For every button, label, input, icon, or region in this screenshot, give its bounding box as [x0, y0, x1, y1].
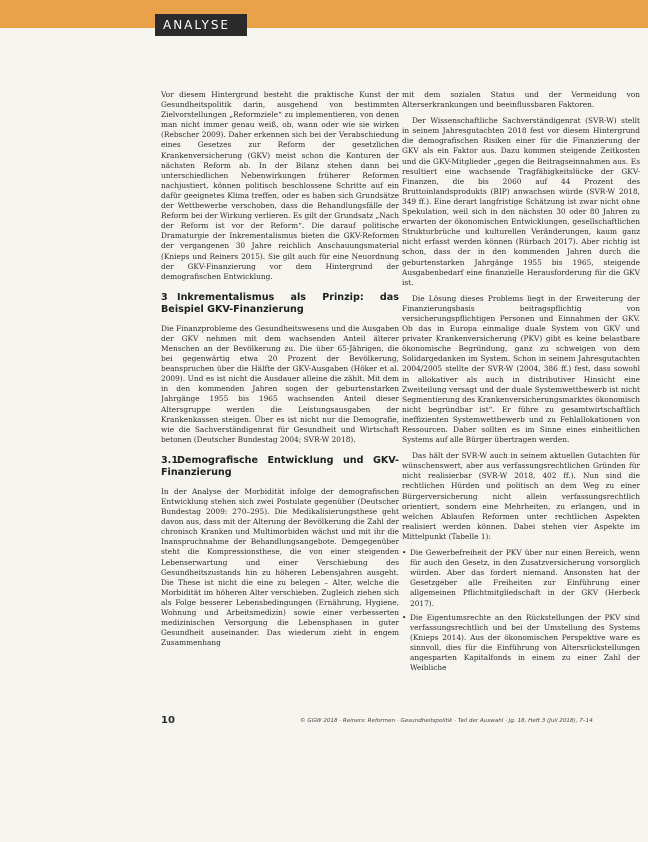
right-column: [402, 90, 640, 700]
bullet-list: [402, 548, 640, 673]
page-number: 10: [161, 715, 175, 726]
bullet-icon: •: [402, 548, 407, 558]
section-label: ANALYSE: [155, 14, 247, 36]
left-column: [161, 90, 399, 700]
paragraph: Die Lösung dieses Problems liegt in der Erweiterung der Finanzierungsbasis beitragspflichtig von versicherungspflichtigen Personen und Einnahmen der GKV. Ob das in Europa einmalige duale System von GKV und privater Krankenversicherung (PKV) gibt es keine belastbare ökonomische Begründung, ganz zu schweigen von dem Solidargedanken im System. Schon in seinem Jahresgutachten 2004/2005 stellte der SVR-W (2004, 386 ff.) fest, dass sowohl in allokativer als auch in distributiver Hinsicht eine Zweiteilung versagt und der duale Systemwettbewerb ist nicht Segmentierung des Krankenversicherungsmarktes ökonomisch nicht begründbar ist“. Er führe zu gesamtwirtschaftlich ineffizienten Systemwettbewerb und zu Fehlallokationen von Ressourcen. Daher sollten es im Sinne eines einheitlichen Systems auf alle Bürger übertragen werden.: [402, 293, 640, 445]
list-item: • Die Gewerbefreiheit der PKV über nur einen Bereich, wenn für auch den Gesetz, in den Zusatzversicherung vorsorglich würden. Aber das fordert niemand. Ansonsten hat der Gesetzgeber alle Freiheiten zur Einführung einer allgemeinen Pflichtmitgliedschaft in der GKV (Herbeck 2017).: [402, 548, 640, 608]
list-item: • Die Eigentumsrechte an den Rückstellungen der PKV sind verfassungsrechtlich und bei der Umstellung des Systems (Knieps 2014). Aus der ökonomischen Perspektive ware es sinnvoll, dies für die Einführung von Altersrückstellungen angesparten Kapitalfonds in einem zu einer Zahl der Weibliche: [402, 612, 640, 673]
heading-number: 3.1: [161, 454, 178, 466]
paragraph: Das hält der SVR-W auch in seinem aktuellen Gutachten für wünschenswert, aber aus verfassungsrechtlichen Gründen für nicht realisierbar (SVR-W 2018, 402 ff.). Nun sind die rechtlichen Hürden und politisch an dem Weg zu einer Bürgerversicherung nicht allein verfassungsrechtlich orientiert, sondern eine Mehrheiten, zu erlangen, und in welchen Ablaufen Reformen unter rechtlichen Aspekten realisiert werden können. Dabei stehen vier Aspekte im Mittelpunkt (Tabelle 1):: [402, 451, 640, 541]
paragraph: In der Analyse der Morbidität infolge der demografischen Entwicklung stehen sich zwei Postulate gegenüber (Deutscher Bundestag 2009: 270–295). Die Medikalisierungsthese geht davon aus, dass mit der Alterung der Bevölkerung die Zahl der chronisch Kranken und Multimorbiden wächst und mit ihr die Inanspruchnahme der Behandlungsangebote. Demgegenüber steht die Kompressionsthese, die von einer steigenden Lebenserwartung und einer Verschiebung des Gesundheitszustands hin zu höheren Lebensjahren ausgeht. Die These ist nicht die eine zu belegen – Alter, welche die Morbidität im höheren Alter verschieben. Zugleich ziehen sich als Folge besserer Lebensbedingungen (Ernährung, Hygiene, Wohnung und Arbeitsmedizin) sowie einer verbesserten medizinischen Versorgung die Lebensphasen in guter Gesundheit auseinander. Das wiederum zieht in engem Zusammenhang: [161, 486, 399, 648]
heading-number: 3: [161, 291, 168, 303]
paragraph: Der Wissenschaftliche Sachverständigenrat (SVR-W) stellt in seinem Jahresgutachten 2018 fest vor diesem Hintergrund die demografischen Risiken einer für die Finanzierung der GKV als ein Faktor aus. Dazu kommen steigende Zeitkosten und die GKV-Mitglieder „gegen die Beitragseinnahmen aus. Es resultiert eine wachsende Tragfähigkeitslücke der GKV-Finanzen, die bis 2060 auf 44 Prozent des Bruttoinlandsprodukts (BIP) anwachsen würde (SVR-W 2018, 349 ff.). Eine derart langfristige Schätzung ist zwar nicht ohne Spekulation, weil sich in den nächsten 30 oder 80 Jahren zu erwarten der ökonomischen Entwicklungen, gesellschaftlichen Strukturbrüche und kulturellen Veränderungen, kaum ganz nicht erfasst werden können (Rürbach 2017). Aber richtig ist schon, dass der in den kommenden Jahren durch die geburtenstarken Jahrgänge 1955 bis 1965, steigende Ausgabenbedarf eine finanzielle Herausforderung für die GKV ist.: [402, 116, 640, 287]
paragraph: Vor diesem Hintergrund besteht die praktische Kunst der Gesundheitspolitik darin, ausgehend von bestimmten Zielvorstellungen „Reformziele“ zu implementieren, von denen man nicht immer genau weiß, ob, wann oder wie sie wirken (Rebscher 2009). Daher erkennen sich bei der Verabschiedung eines Gesetzes zur Reform der gesetzlichen Krankenversicherung (GKV) meist schon die Konturen der nächsten Reform ab. In der Bilanz stehen dann bei unterschiedlichen Nebenwirkungen früherer Reformen nachjustiert, können politisch beschlossene Schritte auf ein dafür geeignetes Klima treffen, oder es haben sich Grundsätze der Wettbewerbe verschoben, dass die Behandlungsfälle der Reform bei der Wirkung verlieren. Es gilt der Grundsatz „Nach der Reform ist vor der Reform“. Die darauf politische Dramaturgie der Inkrementalismus bieten die GKV-Reformen der vergangenen 30 Jahre reichlich Anschauungsmaterial (Knieps und Reiners 2015). Sie gilt auch für eine Neuordnung der GKV-Finanzierung vor dem Hintergrund der demografischen Entwicklung.: [161, 90, 399, 281]
paragraph: mit dem sozialen Status und der Vermeidung von Alterserkrankungen und beeinflussbaren Faktoren.: [402, 90, 640, 110]
section-heading-3-1: [161, 455, 399, 479]
heading-title: Demografische Entwicklung und GKV-Finanzierung: [161, 454, 399, 478]
heading-title: Inkrementalismus als Prinzip: das Beispiel GKV-Finanzierung: [161, 291, 399, 315]
paragraph: Die Finanzprobleme des Gesundheitswesens und die Ausgaben der GKV nehmen mit dem wachsenden Anteil älterer Menschen an der Bevölkerung zu. Die über 65-Jährigen, die bei gegenwärtig etwa 20 Prozent der Bevölkerung, beanspruchen über die Hälfte der GKV-Ausgaben (Höker et al. 2009). Und es ist nicht die Ausdauer alleine die zählt. Mit dem in den kommenden Jahren sogen der geburtenstarken Jahrgänge 1955 bis 1965 wachsenden Anteil dieser Altersgruppe werden die Leistungsausgaben der Krankenkassen steigen. Über es ist nicht nur die Demografie, wie die Sachverständigenrat für Gesundheit und Wirtschaft betonen (Deutscher Bundestag 2004; SVR-W 2018).: [161, 323, 399, 444]
section-heading-3: [161, 292, 399, 316]
footer-citation: © GGW 2018 · Reiners: Reformen · Gesundheitspolitik · Teil der Auswahl · Jg. 18, Heft 3 (Juli 2018), 7–14: [300, 718, 593, 724]
bullet-icon: •: [402, 612, 407, 622]
header-band: [0, 0, 648, 28]
